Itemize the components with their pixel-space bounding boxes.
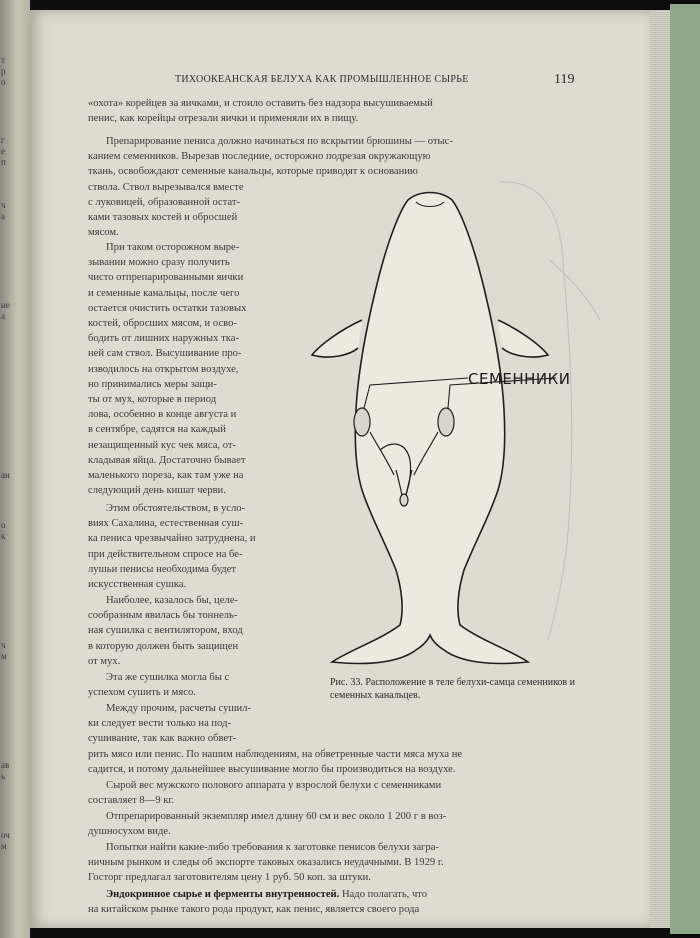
text-line: бодить от лишних наружных тка-: [88, 333, 239, 345]
text-line: Между прочим, расчеты сушил-: [106, 703, 252, 714]
text-line: лова, особенно в конце августа и: [88, 409, 237, 421]
text-line: чисто отпрепарированными яички: [88, 272, 244, 284]
text-line: незащищенный кус чек мяса, от-: [88, 439, 237, 451]
text-line: при действительном спросе на бе-: [88, 548, 243, 560]
text-line: но принимались меры защи-: [88, 378, 217, 390]
text-line: ней сам ствол. Высушивание про-: [88, 348, 242, 360]
page-stack-edge: [650, 10, 670, 928]
paragraph-7: [88, 701, 462, 777]
text-line: Препарирование пениса должно начинаться по вскрытии брюшины — отыс-: [106, 136, 453, 147]
text-line: сообразным явилась бы тоннель-: [88, 610, 238, 622]
text-line: Госторг предлагал заготовителям цену 1 руб. 50 коп. за штуки.: [88, 872, 371, 884]
paragraph-1: [88, 96, 433, 126]
paragraph-8: [88, 778, 441, 808]
left-page-fragment: ч м: [1, 640, 7, 661]
text-line: душносухом виде.: [88, 826, 171, 838]
text-line: ками тазовых костей и обросшей: [88, 212, 238, 224]
text-line: с луковицей, образованной остат-: [88, 196, 241, 208]
left-page-fragment: ан: [1, 470, 10, 480]
text-line: пенис, как корейцы отрезали яички и применяли их в пищу.: [88, 113, 359, 125]
text-line: ничным рынком и следы об экспорте таковых оказались неудачными. В 1929 г.: [88, 857, 444, 869]
text-line: ка пениса чрезвычайно затруднена, и: [88, 533, 256, 545]
figure-label: СЕМЕННИКИ: [468, 370, 571, 388]
text-line: ная сушилка с вентилятором, вход: [88, 625, 243, 637]
text-line: Сырой вес мужского полового аппарата у взрослой белухи с семенниками: [106, 780, 442, 791]
text-line: на китайском рынке такого рода продукт, как пенис, является своего рода: [88, 904, 420, 916]
text-line: успехом сушить и мясо.: [88, 687, 196, 699]
paragraph-3: [88, 240, 246, 498]
left-page-fragment: г е п: [1, 135, 6, 167]
text-line: и семенные канальцы, после чего: [88, 287, 240, 299]
left-page-fragment: т р о: [1, 55, 6, 87]
paragraph-10: [88, 840, 444, 886]
paragraph-5: [88, 593, 243, 669]
text-line: рить мясо или пенис. По нашим наблюдениям, на обветренные части мяса муха не: [88, 748, 463, 760]
text-line: маленького пореза, как там уже на: [88, 470, 244, 482]
left-page-edge: [0, 0, 30, 938]
text-line: искусственная сушка.: [88, 579, 187, 591]
left-page-fragment: оч м: [1, 830, 10, 851]
text-line: ки следует вести только на под-: [88, 718, 232, 730]
paragraph-4: [88, 501, 256, 592]
text-line: садится, и потому дальнейшее высушивание могло бы производиться на воздухе.: [88, 763, 456, 775]
page-number: 119: [554, 72, 575, 87]
section-heading: Эндокринное сырье и ферменты внутренностей.: [106, 889, 340, 900]
text-line: изводилось на открытом воздухе,: [88, 363, 239, 375]
beluga-diagram: [300, 170, 612, 680]
text-line: сушивание, так как важно обвет-: [88, 733, 237, 745]
text-line: Попытки найти какие-либо требования к заготовке пенисов белухи загра-: [106, 842, 439, 853]
text-line: [88, 887, 427, 902]
bleed-through-outline: [500, 182, 600, 640]
text-run: Надо полагать, что: [339, 889, 428, 900]
text-line: Этим обстоятельством, в усло-: [106, 503, 246, 514]
text-line: Наиболее, казалось бы, целе-: [106, 595, 238, 606]
text-line: составляет 8—9 кг.: [88, 795, 175, 807]
whale-body-outline: [312, 193, 548, 664]
text-line: зывании можно сразу получить: [88, 257, 230, 269]
text-line: остается очистить остатки тазовых: [88, 302, 247, 314]
paragraph-11: [88, 887, 427, 917]
text-line: от мух.: [88, 655, 121, 667]
left-page-fragment: о к: [1, 520, 6, 541]
paragraph-9: [88, 809, 446, 839]
text-line: Эта же сушилка могла бы с: [106, 672, 230, 683]
text-line: в сентябре, садятся на каждый: [88, 424, 226, 436]
text-line: ты от мух, которые в период: [88, 394, 217, 406]
text-line: При таком осторожном выре-: [106, 242, 240, 253]
text-line: костей, обросших мясом, и осво-: [88, 318, 237, 330]
text-line: ствола. Ствол вырезывался вместе: [88, 181, 244, 193]
text-line: следующий день кишат черви.: [88, 485, 226, 497]
text-line: канием семенников. Вырезав последние, осторожно подрезая окружающую: [88, 151, 431, 163]
paragraph-6: [88, 670, 229, 700]
left-page-fragment: ч а: [1, 200, 6, 221]
text-line: кладывая яйца. Достаточно бывает: [88, 454, 246, 466]
text-line: Отпрепарированный экземпляр имел длину 60 см и вес около 1 200 г в воз-: [106, 811, 447, 822]
left-page-fragment: ие а: [1, 300, 10, 321]
text-line: ткань, освобождают семенные канальцы, которые приводят к основанию: [88, 166, 418, 178]
left-page-fragment: ав ь: [1, 760, 10, 781]
figure-caption: Рис. 33. Расположение в теле белухи-самца семенников и семенных канальцев.: [330, 677, 575, 701]
book-cover: [670, 4, 700, 934]
text-line: в которую должен быть защищен: [88, 640, 239, 652]
text-line: «охота» корейцев за яичками, и стоило оставить без надзора высушиваемый: [88, 98, 433, 109]
text-line: лушьи пенисы необходима будет: [88, 563, 236, 575]
running-title: ТИХООКЕАНСКАЯ БЕЛУХА КАК ПРОМЫШЛЕННОЕ СЫРЬЕ: [175, 74, 469, 85]
text-line: виях Сахалина, естественная суш-: [88, 518, 244, 530]
beluga-figure: [300, 170, 612, 700]
text-line: мясом.: [88, 227, 119, 239]
